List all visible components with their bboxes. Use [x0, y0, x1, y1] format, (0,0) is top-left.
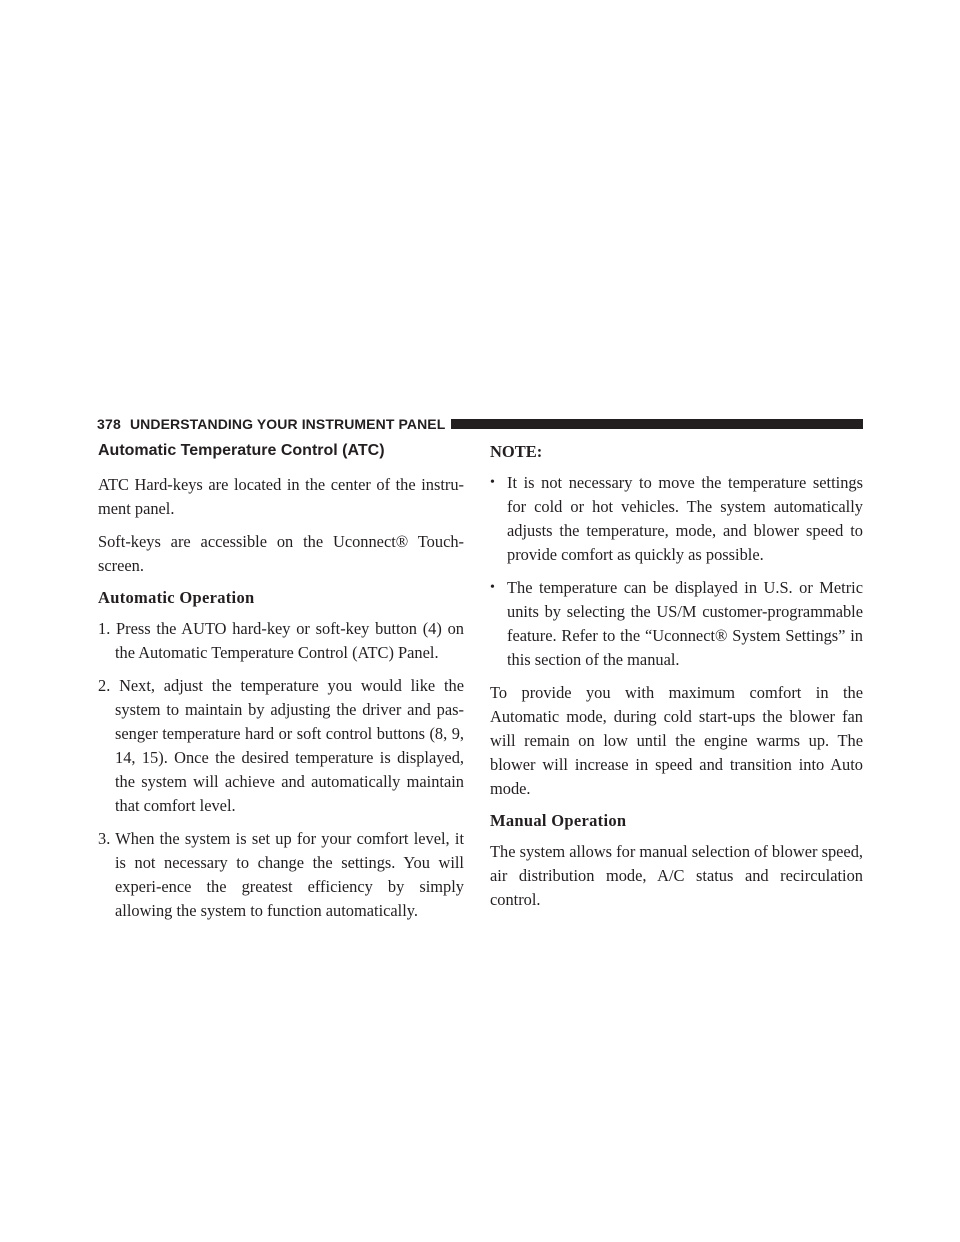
- note-bullet: [490, 471, 863, 567]
- page-number: 378: [97, 416, 121, 432]
- step-number: 1.: [98, 619, 111, 638]
- step-text: When the system is set up for your comfort level, it is not necessary to change the settings. You will experi-ence the greatest efficiency by simply allowing the system to function automatically.: [115, 829, 464, 920]
- subheading-manual-operation: Manual Operation: [490, 811, 627, 830]
- note-bullet: [490, 576, 863, 672]
- bullet-text: The temperature can be displayed in U.S. or Metric units by selecting the US/M customer-programmable feature. Refer to the “Uconnect® System Settings” in this section of the manual.: [507, 578, 863, 669]
- step-item: [98, 617, 464, 665]
- step-text: Press the AUTO hard-key or soft-key button (4) on the Automatic Temperature Control (ATC) Panel.: [115, 619, 464, 662]
- left-column: [98, 440, 464, 932]
- bullet-icon: •: [490, 580, 495, 595]
- bullet-text: It is not necessary to move the temperature settings for cold or hot vehicles. The system automatically adjusts the temperature, mode, and blower speed to provide comfort as quickly as possible.: [507, 473, 863, 564]
- step-item: [98, 827, 464, 923]
- step-text: Next, adjust the temperature you would like the system to maintain by adjusting the driver and pas-senger temperature hard or soft control buttons (8, 9, 14, 15). Once the desired temperature is displayed, the system will achieve and automatically maintain that comfort level.: [115, 676, 464, 815]
- section-heading: Automatic Temperature Control (ATC): [98, 442, 385, 459]
- step-number: 3.: [98, 829, 111, 848]
- section-title: UNDERSTANDING YOUR INSTRUMENT PANEL: [129, 416, 446, 432]
- note-heading: NOTE:: [490, 442, 543, 461]
- manual-operation-paragraph: The system allows for manual selection of blower speed, air distribution mode, A/C status and recirculation control.: [490, 842, 863, 909]
- subheading-automatic-operation: Automatic Operation: [98, 588, 255, 607]
- intro-paragraph-soft-keys: Soft-keys are accessible on the Uconnect® Touch-screen.: [98, 532, 464, 575]
- bullet-icon: •: [490, 475, 495, 490]
- right-column: [490, 440, 863, 921]
- header-rule: [451, 419, 863, 429]
- running-header: [97, 414, 863, 434]
- comfort-paragraph: To provide you with maximum comfort in the Automatic mode, during cold start-ups the blower fan will remain on low until the engine warms up. The blower will increase in speed and transition into Auto mode.: [490, 683, 863, 798]
- intro-paragraph-hard-keys: ATC Hard-keys are located in the center of the instru-ment panel.: [98, 475, 464, 518]
- step-number: 2.: [98, 676, 111, 695]
- step-item: [98, 674, 464, 818]
